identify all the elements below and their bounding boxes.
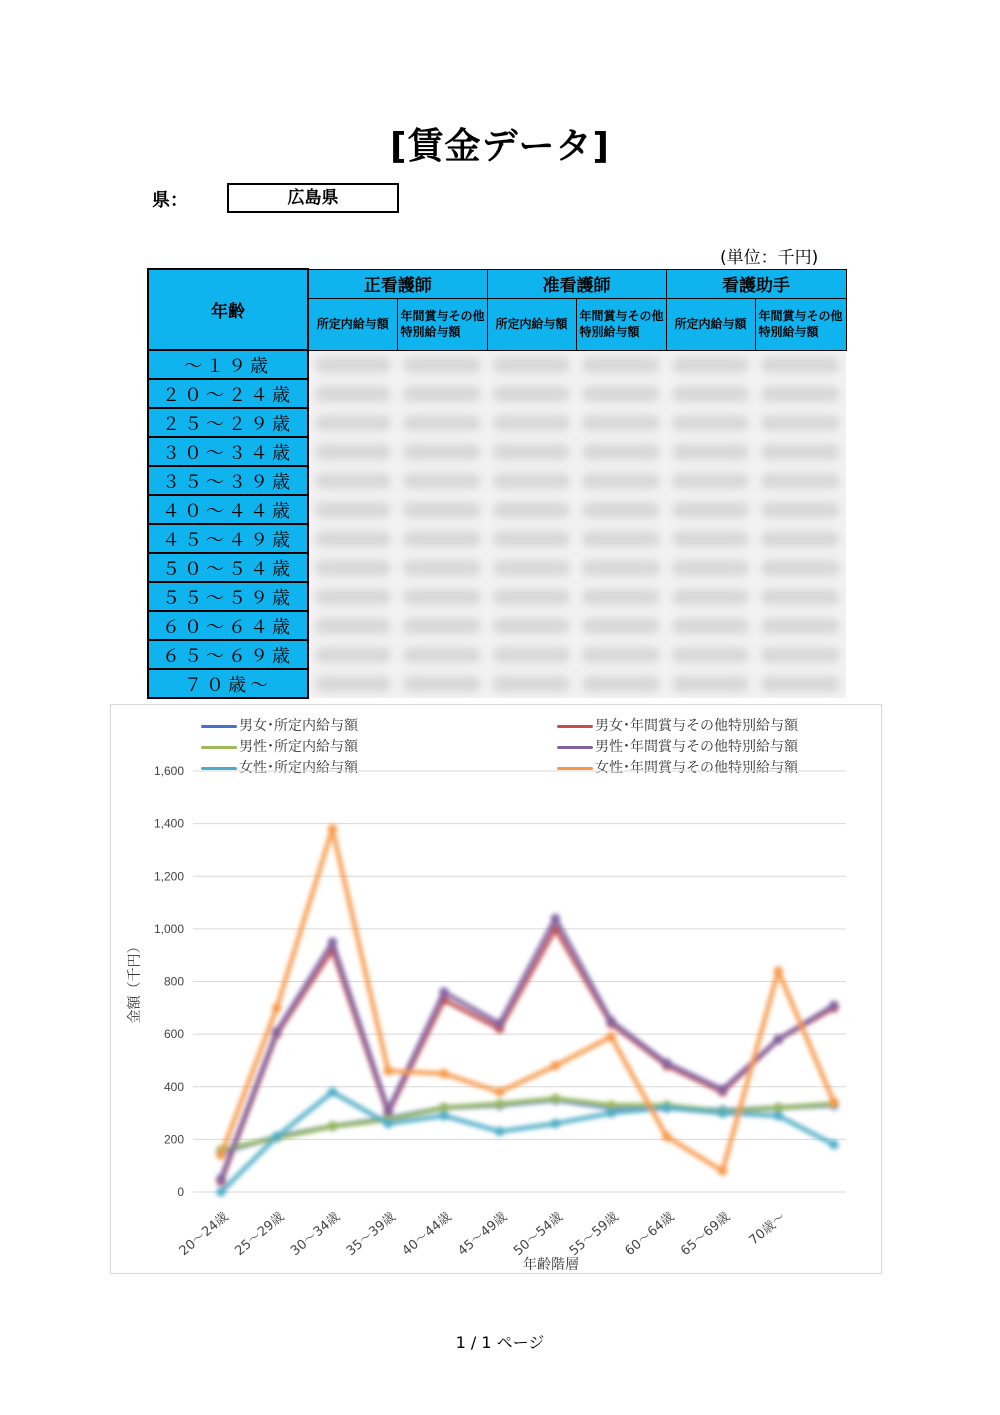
obscured-value-cell <box>666 408 755 437</box>
blur-mask <box>493 502 570 518</box>
data-point <box>718 1166 728 1176</box>
blur-mask <box>672 502 749 518</box>
blur-mask <box>582 386 660 402</box>
blur-mask <box>315 531 391 547</box>
data-point <box>606 1032 616 1042</box>
obscured-value-cell <box>576 553 666 582</box>
obscured-value-cell <box>487 495 576 524</box>
obscured-value-cell <box>576 582 666 611</box>
obscured-value-cell <box>487 466 576 495</box>
subheader-monthly: 所定内給与額 <box>487 298 576 350</box>
age-cell: ３５～３９歳 <box>148 466 308 495</box>
obscured-value-cell <box>487 350 576 379</box>
x-tick-label: 20～24歳 <box>176 1209 232 1260</box>
blur-mask <box>493 618 570 634</box>
y-tick-label: 800 <box>163 974 184 989</box>
obscured-value-cell <box>576 350 666 379</box>
prefecture-value: 広島県 <box>227 183 399 213</box>
obscured-value-cell <box>576 640 666 669</box>
data-point <box>550 1119 560 1129</box>
legend-label: 女性･年間賞与その他特別給与額 <box>595 760 798 776</box>
blur-mask <box>672 415 749 431</box>
age-cell: ７０歳～ <box>148 669 308 698</box>
legend-label: 女性･所定内給与額 <box>239 760 358 776</box>
data-point <box>829 1140 839 1150</box>
obscured-value-cell <box>308 408 397 437</box>
wage-chart <box>110 704 882 1274</box>
y-axis-label: 金額（千円） <box>127 939 143 1024</box>
group-header-nursing-aide: 看護助手 <box>666 269 846 298</box>
subheader-monthly: 所定内給与額 <box>308 298 397 350</box>
data-point <box>272 1003 282 1013</box>
page-title: [賃金データ] <box>390 126 610 167</box>
obscured-value-cell <box>487 582 576 611</box>
x-tick-label: 25～29歳 <box>232 1209 288 1260</box>
obscured-value-cell <box>576 466 666 495</box>
data-point <box>773 966 783 976</box>
table-row <box>148 582 846 611</box>
blur-mask <box>761 357 840 373</box>
obscured-value-cell <box>576 669 666 698</box>
obscured-value-cell <box>576 437 666 466</box>
legend-label: 男女･所定内給与額 <box>239 718 358 734</box>
age-cell: ３０～３４歳 <box>148 437 308 466</box>
y-tick-label: 400 <box>163 1079 184 1094</box>
blur-mask <box>672 647 749 663</box>
obscured-value-cell <box>755 611 846 640</box>
table-row <box>148 669 846 698</box>
blur-mask <box>493 357 570 373</box>
blur-mask <box>315 676 391 692</box>
data-point <box>718 1084 728 1094</box>
blur-mask <box>493 444 570 460</box>
table-row <box>148 524 846 553</box>
obscured-value-cell <box>487 524 576 553</box>
table-row <box>148 437 846 466</box>
data-point <box>439 1111 449 1121</box>
obscured-value-cell <box>397 582 487 611</box>
obscured-value-cell <box>755 408 846 437</box>
legend-label: 男性･年間賞与その他特別給与額 <box>595 739 798 755</box>
blur-mask <box>493 647 570 663</box>
blur-mask <box>315 415 391 431</box>
subheader-bonus: 年間賞与その他特別給与額 <box>576 298 666 350</box>
obscured-value-cell <box>666 582 755 611</box>
data-point <box>662 1103 672 1113</box>
x-tick-label: 30～34歳 <box>288 1209 344 1260</box>
obscured-value-cell <box>666 350 755 379</box>
obscured-value-cell <box>308 582 397 611</box>
blur-mask <box>761 589 840 605</box>
data-point <box>272 1026 282 1036</box>
legend-label: 男女･年間賞与その他特別給与額 <box>595 718 798 734</box>
blur-mask <box>315 589 391 605</box>
data-point <box>495 1019 505 1029</box>
blur-mask <box>403 618 481 634</box>
blur-mask <box>493 589 570 605</box>
obscured-value-cell <box>308 437 397 466</box>
table-row <box>148 466 846 495</box>
blur-mask <box>672 357 749 373</box>
obscured-value-cell <box>755 524 846 553</box>
table-row <box>148 553 846 582</box>
obscured-value-cell <box>755 437 846 466</box>
obscured-value-cell <box>397 495 487 524</box>
x-tick-label: 70歳～ <box>746 1209 789 1249</box>
blur-mask <box>761 444 840 460</box>
data-point <box>606 1108 616 1118</box>
blur-mask <box>672 531 749 547</box>
group-header-regular-nurse: 正看護師 <box>308 269 487 298</box>
y-tick-label: 1,000 <box>153 921 184 936</box>
data-point <box>216 1187 226 1197</box>
data-point <box>773 1034 783 1044</box>
data-point <box>216 1150 226 1160</box>
obscured-value-cell <box>487 437 576 466</box>
obscured-value-cell <box>666 669 755 698</box>
blur-mask <box>672 676 749 692</box>
obscured-value-cell <box>755 553 846 582</box>
obscured-value-cell <box>397 437 487 466</box>
obscured-value-cell <box>666 611 755 640</box>
obscured-value-cell <box>487 611 576 640</box>
blur-mask <box>582 676 660 692</box>
blur-mask <box>761 386 840 402</box>
x-tick-label: 55～59歳 <box>566 1209 622 1260</box>
y-tick-label: 0 <box>177 1185 184 1199</box>
blur-mask <box>403 444 481 460</box>
group-header-assistant-nurse: 准看護師 <box>487 269 666 298</box>
blur-mask <box>761 415 840 431</box>
table-row <box>148 640 846 669</box>
obscured-value-cell <box>308 379 397 408</box>
blur-mask <box>315 647 391 663</box>
chart-plot <box>111 705 881 1273</box>
subheader-bonus: 年間賞与その他特別給与額 <box>755 298 846 350</box>
x-tick-label: 50～54歳 <box>511 1209 566 1260</box>
subheader-bonus: 年間賞与その他特別給与額 <box>397 298 487 350</box>
blur-mask <box>403 647 481 663</box>
obscured-value-cell <box>487 669 576 698</box>
y-tick-label: 1,600 <box>153 764 184 778</box>
obscured-value-cell <box>397 466 487 495</box>
obscured-value-cell <box>487 379 576 408</box>
blur-mask <box>582 444 660 460</box>
data-point <box>383 1105 393 1115</box>
blur-mask <box>582 531 660 547</box>
y-tick-label: 200 <box>163 1132 184 1147</box>
data-point <box>272 1132 282 1142</box>
data-point <box>327 824 337 834</box>
data-point <box>216 1174 226 1184</box>
age-cell: ６５～６９歳 <box>148 640 308 669</box>
obscured-value-cell <box>666 379 755 408</box>
obscured-value-cell <box>755 466 846 495</box>
table-row <box>148 611 846 640</box>
series-line-6 <box>221 829 834 1171</box>
age-cell: ～１９歳 <box>148 350 308 379</box>
blur-mask <box>582 415 660 431</box>
blur-mask <box>493 386 570 402</box>
data-point <box>383 1066 393 1076</box>
data-point <box>829 1000 839 1010</box>
unit-label: (単位：千円) <box>720 248 819 268</box>
y-tick-label: 1,400 <box>153 816 184 831</box>
data-point <box>439 987 449 997</box>
blur-mask <box>672 589 749 605</box>
obscured-value-cell <box>308 640 397 669</box>
blur-mask <box>403 502 481 518</box>
legend-label: 男性･所定内給与額 <box>239 739 358 755</box>
obscured-value-cell <box>666 553 755 582</box>
blur-mask <box>582 589 660 605</box>
blur-mask <box>672 444 749 460</box>
data-point <box>495 1087 505 1097</box>
blur-mask <box>493 531 570 547</box>
data-point <box>550 1061 560 1071</box>
x-tick-label: 35～39歳 <box>343 1209 399 1260</box>
data-point <box>662 1132 672 1142</box>
data-point <box>718 1108 728 1118</box>
obscured-value-cell <box>487 553 576 582</box>
x-tick-label: 65～69歳 <box>678 1209 734 1260</box>
data-point <box>662 1058 672 1068</box>
obscured-value-cell <box>308 524 397 553</box>
obscured-value-cell <box>576 408 666 437</box>
data-point <box>327 937 337 947</box>
table-row <box>148 350 846 379</box>
obscured-value-cell <box>397 408 487 437</box>
blur-mask <box>582 647 660 663</box>
x-axis-label: 年齢階層 <box>523 1257 579 1273</box>
blur-mask <box>403 560 481 576</box>
blur-mask <box>761 473 840 489</box>
obscured-value-cell <box>666 495 755 524</box>
obscured-value-cell <box>576 524 666 553</box>
x-tick-label: 45～49歳 <box>455 1209 511 1260</box>
blur-mask <box>403 386 481 402</box>
obscured-value-cell <box>308 466 397 495</box>
blur-mask <box>582 560 660 576</box>
blur-mask <box>761 618 840 634</box>
blur-mask <box>761 502 840 518</box>
table-row <box>148 495 846 524</box>
blur-mask <box>672 473 749 489</box>
table-row <box>148 408 846 437</box>
obscured-value-cell <box>576 611 666 640</box>
blur-mask <box>493 676 570 692</box>
obscured-value-cell <box>397 669 487 698</box>
data-point <box>606 1016 616 1026</box>
obscured-value-cell <box>397 379 487 408</box>
blur-mask <box>403 473 481 489</box>
obscured-value-cell <box>308 669 397 698</box>
data-point <box>550 913 560 923</box>
obscured-value-cell <box>755 379 846 408</box>
age-cell: ５０～５４歳 <box>148 553 308 582</box>
obscured-value-cell <box>308 495 397 524</box>
blur-mask <box>403 357 481 373</box>
obscured-value-cell <box>576 379 666 408</box>
blur-mask <box>315 357 391 373</box>
obscured-value-cell <box>755 669 846 698</box>
age-cell: ６０～６４歳 <box>148 611 308 640</box>
data-point <box>439 1069 449 1079</box>
obscured-value-cell <box>755 495 846 524</box>
obscured-value-cell <box>487 640 576 669</box>
subheader-monthly: 所定内給与額 <box>666 298 755 350</box>
blur-mask <box>493 473 570 489</box>
obscured-value-cell <box>397 611 487 640</box>
blur-mask <box>672 618 749 634</box>
obscured-value-cell <box>755 350 846 379</box>
blur-mask <box>315 386 391 402</box>
blur-mask <box>315 444 391 460</box>
age-cell: ２５～２９歳 <box>148 408 308 437</box>
blur-mask <box>315 473 391 489</box>
obscured-value-cell <box>666 524 755 553</box>
blur-mask <box>761 647 840 663</box>
obscured-value-cell <box>397 350 487 379</box>
blur-mask <box>403 676 481 692</box>
obscured-value-cell <box>755 640 846 669</box>
blur-mask <box>761 676 840 692</box>
obscured-value-cell <box>666 640 755 669</box>
prefecture-label: 県： <box>152 190 188 211</box>
obscured-value-cell <box>308 553 397 582</box>
blur-mask <box>315 502 391 518</box>
table-row <box>148 379 846 408</box>
obscured-value-cell <box>576 495 666 524</box>
blur-mask <box>315 618 391 634</box>
age-cell: ４５～４９歳 <box>148 524 308 553</box>
blur-mask <box>761 560 840 576</box>
blur-mask <box>403 531 481 547</box>
y-tick-label: 1,200 <box>153 869 184 884</box>
age-cell: ２０～２４歳 <box>148 379 308 408</box>
blur-mask <box>582 473 660 489</box>
obscured-value-cell <box>397 640 487 669</box>
data-point <box>327 1087 337 1097</box>
blur-mask <box>582 357 660 373</box>
blur-mask <box>672 386 749 402</box>
blur-mask <box>403 589 481 605</box>
wage-table <box>147 268 847 699</box>
data-point <box>327 1121 337 1131</box>
obscured-value-cell <box>755 582 846 611</box>
age-header: 年齢 <box>148 269 308 350</box>
obscured-value-cell <box>397 553 487 582</box>
data-point <box>773 1111 783 1121</box>
age-cell: ４０～４４歳 <box>148 495 308 524</box>
blur-mask <box>403 415 481 431</box>
blur-mask <box>672 560 749 576</box>
data-point <box>383 1119 393 1129</box>
data-point <box>495 1126 505 1136</box>
blur-mask <box>315 560 391 576</box>
x-tick-label: 40～44歳 <box>399 1209 455 1260</box>
blur-mask <box>582 502 660 518</box>
x-tick-label: 60～64歳 <box>622 1209 678 1260</box>
obscured-value-cell <box>487 408 576 437</box>
age-cell: ５５～５９歳 <box>148 582 308 611</box>
blur-mask <box>493 415 570 431</box>
data-point <box>829 1098 839 1108</box>
data-point <box>495 1099 505 1109</box>
obscured-value-cell <box>308 350 397 379</box>
blur-mask <box>582 618 660 634</box>
obscured-value-cell <box>666 437 755 466</box>
obscured-value-cell <box>308 611 397 640</box>
blur-mask <box>761 531 840 547</box>
obscured-value-cell <box>666 466 755 495</box>
page-footer: 1 / 1 ページ <box>455 1333 545 1352</box>
blur-mask <box>493 560 570 576</box>
obscured-value-cell <box>397 524 487 553</box>
y-tick-label: 600 <box>163 1027 184 1042</box>
data-point <box>550 1094 560 1104</box>
